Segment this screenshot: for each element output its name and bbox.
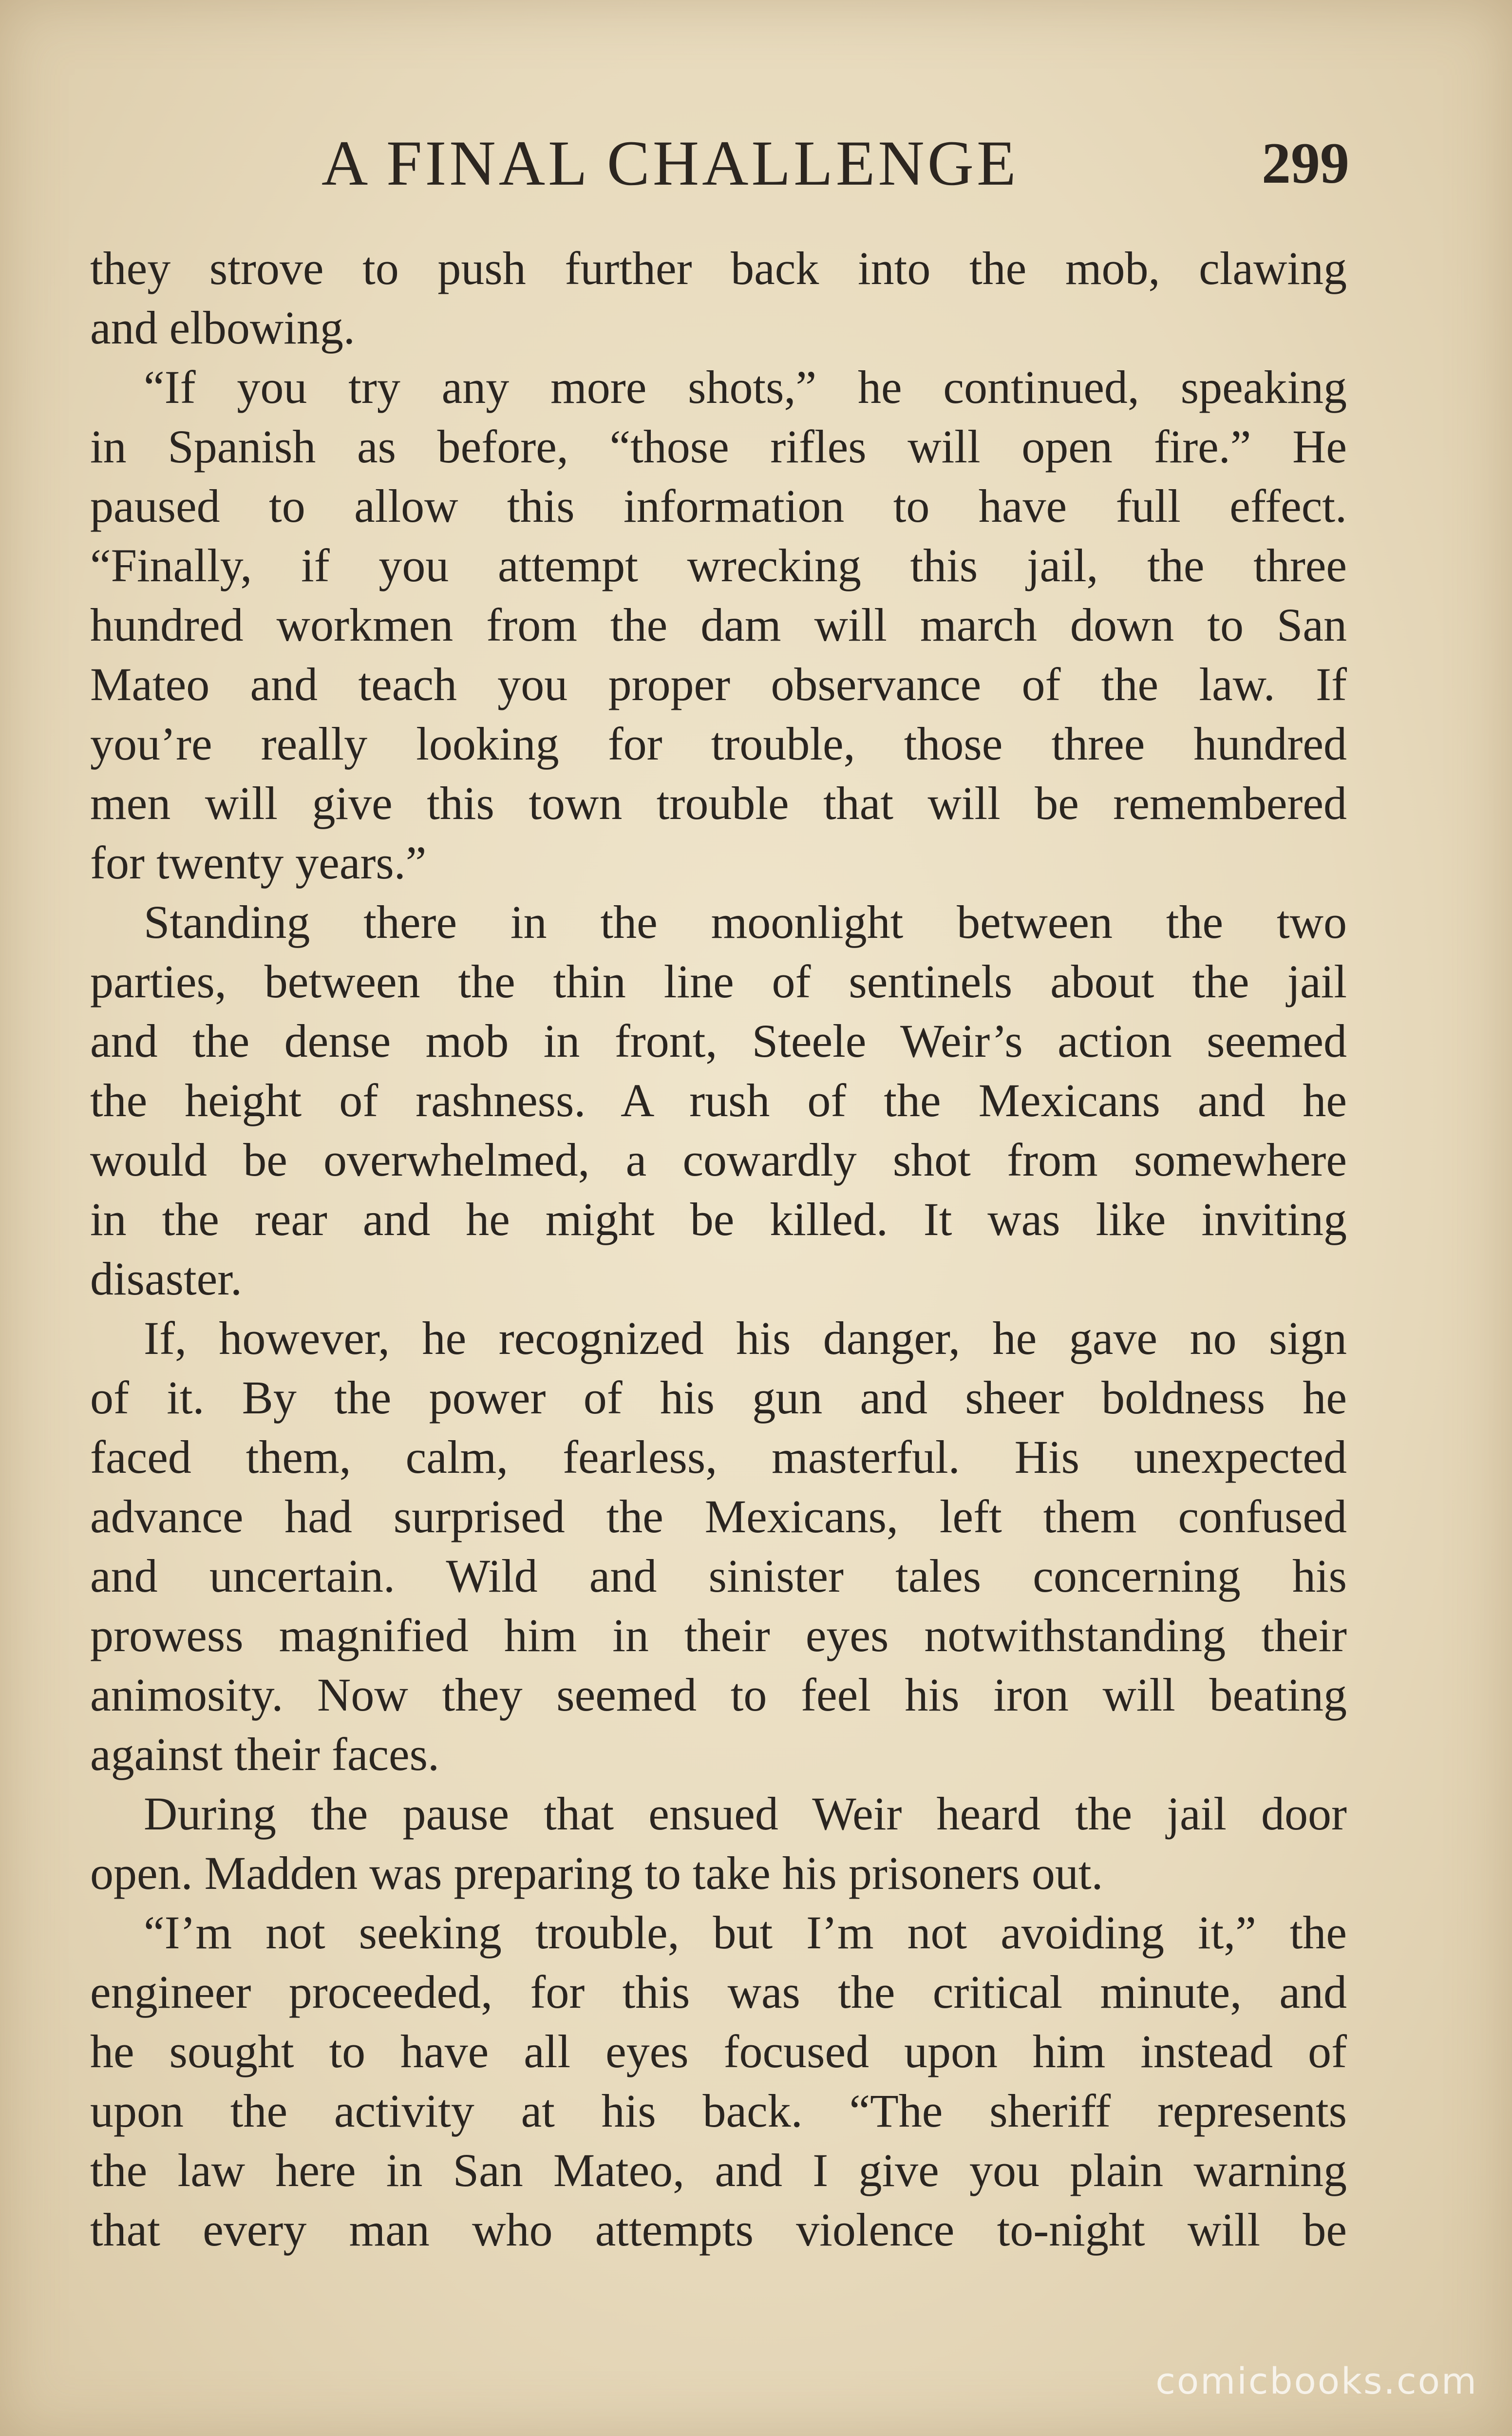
page-number: 299 — [1262, 131, 1349, 195]
text-line: and uncertain. Wild and sinister tales concerning his — [90, 1550, 1347, 1602]
text-line: “If you try any more shots,” he continued, speaking — [144, 361, 1347, 413]
text-line: “Finally, if you attempt wrecking this jail, the three — [90, 539, 1347, 591]
text-line: he sought to have all eyes focused upon him instead of — [90, 2025, 1347, 2077]
text-line: the height of rashness. A rush of the Mexicans and he — [90, 1074, 1347, 1126]
text-line: faced them, calm, fearless, masterful. His unexpected — [90, 1431, 1347, 1483]
text-line: animosity. Now they seemed to feel his iron will beating — [90, 1669, 1347, 1721]
text-line: During the pause that ensued Weir heard the jail door — [144, 1788, 1347, 1840]
chapter-title: A FINAL CHALLENGE — [321, 127, 1019, 199]
running-head — [0, 122, 1512, 205]
text-line: open. Madden was preparing to take his prisoners out. — [90, 1847, 1103, 1899]
text-line: “I’m not seeking trouble, but I’m not avoiding it,” the — [144, 1906, 1347, 1959]
text-line: in Spanish as before, “those rifles will open fire.” He — [90, 420, 1347, 473]
text-line: they strove to push further back into the mob, clawing — [90, 242, 1347, 294]
text-line: of it. By the power of his gun and sheer boldness he — [90, 1371, 1347, 1424]
text-line: and elbowing. — [90, 302, 355, 354]
text-line: parties, between the thin line of sentinels about the jail — [90, 955, 1347, 1008]
text-line: If, however, he recognized his danger, he gave no sign — [144, 1312, 1347, 1364]
text-line: against their faces. — [90, 1728, 439, 1780]
text-line: the law here in San Mateo, and I give you plain warning — [90, 2144, 1347, 2196]
text-line: you’re really looking for trouble, those three hundred — [90, 718, 1347, 770]
text-line: would be overwhelmed, a cowardly shot from somewhere — [90, 1134, 1347, 1186]
text-line: Mateo and teach you proper observance of the law. If — [90, 658, 1347, 710]
text-line: that every man who attempts violence to-night will be — [90, 2204, 1347, 2256]
text-line: Standing there in the moonlight between the two — [144, 896, 1347, 948]
body-text — [90, 239, 1347, 2260]
text-line: for twenty years.” — [90, 837, 427, 889]
text-line: hundred workmen from the dam will march down to San — [90, 599, 1347, 651]
text-line: advance had surprised the Mexicans, left them confused — [90, 1490, 1347, 1542]
watermark: comicbooks.com — [1155, 2360, 1478, 2402]
text-line: in the rear and he might be killed. It was like inviting — [90, 1193, 1347, 1245]
text-line: prowess magnified him in their eyes notwithstanding their — [90, 1609, 1347, 1661]
text-line: upon the activity at his back. “The sheriff represents — [90, 2085, 1347, 2137]
text-line: men will give this town trouble that will be remembered — [90, 777, 1347, 829]
text-line: paused to allow this information to have full effect. — [90, 480, 1347, 532]
text-line: engineer proceeded, for this was the critical minute, and — [90, 1966, 1347, 2018]
text-line: and the dense mob in front, Steele Weir’s action seemed — [90, 1015, 1347, 1067]
text-line: disaster. — [90, 1253, 242, 1305]
